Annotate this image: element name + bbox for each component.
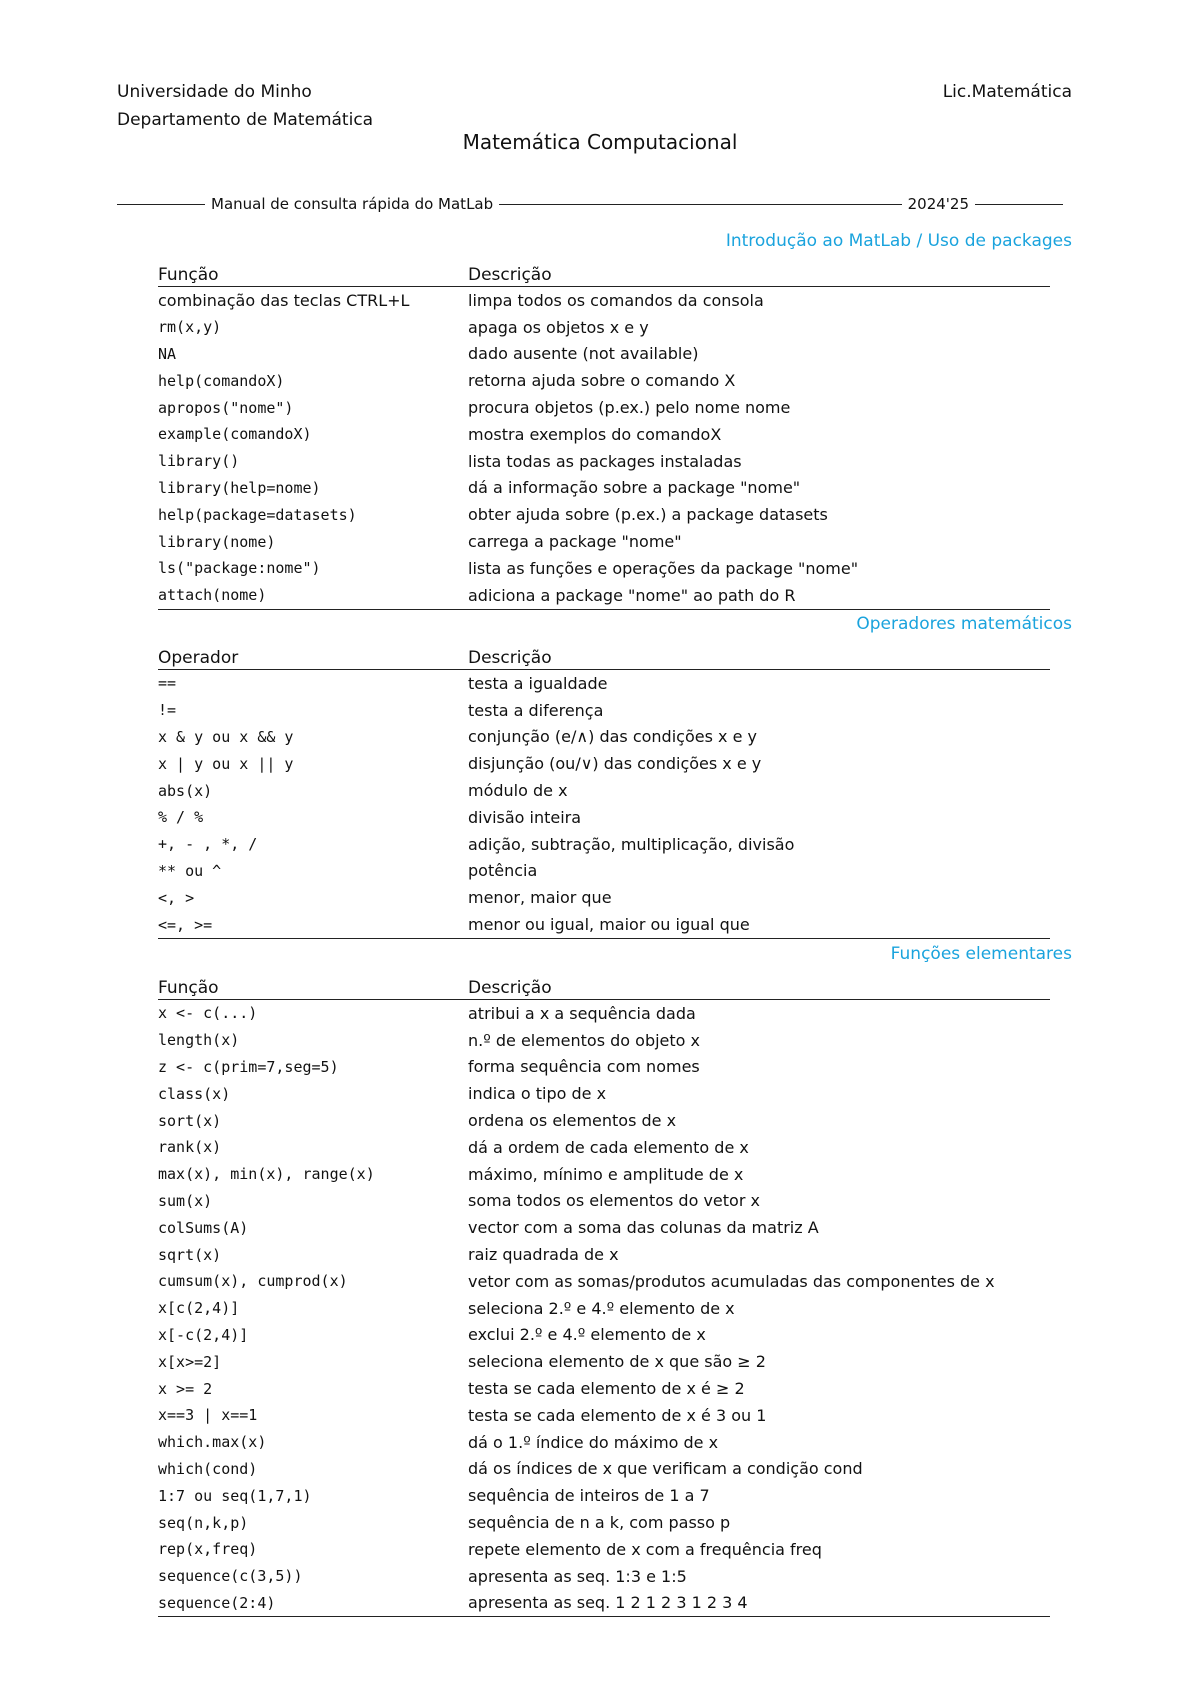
table-row (158, 1054, 1050, 1081)
command-cell: x & y ou x && y (158, 727, 294, 746)
description-cell: vetor com as somas/produtos acumuladas das componentes de x (468, 1271, 995, 1291)
description-cell: menor, maior que (468, 888, 612, 908)
section-title-elementary: Funções elementares (890, 944, 1072, 964)
command-cell: % / % (158, 808, 204, 827)
command-cell: help(comandoX) (158, 371, 285, 390)
description-cell: mostra exemplos do comandoX (468, 424, 722, 444)
description-cell: sequência de n a k, com passo p (468, 1513, 731, 1533)
command-cell: x[-c(2,4)] (158, 1325, 249, 1344)
rule-segment (499, 204, 901, 205)
description-cell: raiz quadrada de x (468, 1245, 619, 1265)
description-cell: dado ausente (not available) (468, 344, 699, 364)
command-cell: which(cond) (158, 1459, 258, 1478)
table-row (158, 1268, 1050, 1295)
command-cell: sequence(c(3,5)) (158, 1567, 303, 1586)
description-cell: soma todos os elementos do vetor x (468, 1191, 760, 1211)
command-cell: x[x>=2] (158, 1352, 222, 1371)
table-row (158, 1563, 1050, 1590)
command-cell: attach(nome) (158, 582, 468, 609)
table-header-row (158, 640, 1050, 670)
description-cell: testa a diferença (468, 700, 604, 720)
rule-segment (117, 204, 205, 205)
department-name: Departamento de Matemática (117, 110, 374, 130)
command-cell: x==3 | x==1 (158, 1406, 258, 1425)
table-row (158, 1107, 1050, 1134)
section-title-operators: Operadores matemáticos (856, 614, 1072, 634)
description-cell: testa se cada elemento de x é ≥ 2 (468, 1379, 745, 1399)
command-cell: library(nome) (158, 532, 276, 551)
command-cell: rank(x) (158, 1138, 222, 1157)
description-cell: apresenta as seq. 1:3 e 1:5 (468, 1566, 687, 1586)
description-cell: testa se cada elemento de x é 3 ou 1 (468, 1405, 767, 1425)
description-cell: vector com a soma das colunas da matriz A (468, 1218, 819, 1238)
description-cell: indica o tipo de x (468, 1084, 607, 1104)
command-cell: length(x) (158, 1031, 240, 1050)
table-row (158, 831, 1050, 858)
command-cell: example(comandoX) (158, 425, 312, 444)
command-cell: sqrt(x) (158, 1245, 222, 1264)
command-cell: x[c(2,4)] (158, 1299, 240, 1318)
table-elementary (158, 970, 1050, 1617)
section-title-intro: Introdução ao MatLab / Uso de packages (725, 231, 1072, 251)
command-cell: sum(x) (158, 1191, 213, 1210)
rule-segment (975, 204, 1063, 205)
description-cell: ordena os elementos de x (468, 1111, 677, 1131)
command-cell: class(x) (158, 1084, 231, 1103)
description-cell: módulo de x (468, 781, 568, 801)
column-header: Descrição (468, 640, 1050, 670)
table-row (158, 1295, 1050, 1322)
table-body (158, 670, 1050, 939)
description-cell: obter ajuda sobre (p.ex.) a package datasets (468, 505, 828, 525)
command-cell: apropos("nome") (158, 398, 294, 417)
command-cell: NA (158, 344, 177, 363)
command-cell: sort(x) (158, 1111, 222, 1130)
command-cell: x | y ou x || y (158, 754, 294, 773)
description-cell: dá os índices de x que verificam a condição cond (468, 1459, 863, 1479)
column-header: Operador (158, 640, 468, 670)
table-row (158, 777, 1050, 804)
table-operators (158, 640, 1050, 939)
command-cell: x <- c(...) (158, 1004, 258, 1023)
description-cell: dá a informação sobre a package "nome" (468, 478, 801, 498)
description-cell: lista todas as packages instaladas (468, 451, 742, 471)
column-header: Descrição (468, 257, 1050, 287)
table-row (158, 1429, 1050, 1456)
program-name: Lic.Matemática (942, 82, 1072, 102)
table-row (158, 367, 1050, 394)
table-row (158, 394, 1050, 421)
table-row (158, 1590, 1050, 1617)
table-row (158, 528, 1050, 555)
table-row (158, 501, 1050, 528)
table-row (158, 911, 1050, 938)
table-row (158, 1080, 1050, 1107)
table-row (158, 1456, 1050, 1483)
table-row (158, 1214, 1050, 1241)
table-row (158, 1241, 1050, 1268)
command-cell: max(x), min(x), range(x) (158, 1165, 375, 1184)
description-cell: exclui 2.º e 4.º elemento de x (468, 1325, 706, 1345)
description-cell: potência (468, 861, 538, 881)
table-row (158, 1161, 1050, 1188)
command-cell: 1:7 ou seq(1,7,1) (158, 1486, 312, 1505)
table-row (158, 341, 1050, 368)
table-row (158, 750, 1050, 777)
command-cell: which.max(x) (158, 1433, 267, 1452)
table-row (158, 884, 1050, 911)
description-cell: adição, subtração, multiplicação, divisão (468, 834, 795, 854)
description-cell: n.º de elementos do objeto x (468, 1030, 701, 1050)
table-row (158, 555, 1050, 582)
academic-year: 2024'25 (907, 195, 969, 213)
table-row (158, 1375, 1050, 1402)
table-row (158, 582, 1050, 609)
table-row (158, 804, 1050, 831)
table-body (158, 1000, 1050, 1617)
command-cell: library(help=nome) (158, 478, 321, 497)
description-cell: carrega a package "nome" (468, 532, 682, 552)
description-cell: dá o 1.º índice do máximo de x (468, 1432, 719, 1452)
command-cell: rep(x,freq) (158, 1540, 258, 1559)
command-cell: cumsum(x), cumprod(x) (158, 1272, 348, 1291)
table-row (158, 314, 1050, 341)
command-cell: x >= 2 (158, 1379, 213, 1398)
description-cell: retorna ajuda sobre o comando X (468, 371, 736, 391)
description-cell: seleciona elemento de x que são ≥ 2 (468, 1352, 766, 1372)
command-cell: library() (158, 452, 240, 471)
command-cell: abs(x) (158, 781, 213, 800)
description-cell: conjunção (e/∧) das condições x e y (468, 727, 757, 747)
description-cell: sequência de inteiros de 1 a 7 (468, 1486, 710, 1506)
table-row (158, 421, 1050, 448)
table-row (158, 670, 1050, 697)
command-cell: help(package=datasets) (158, 505, 357, 524)
command-cell: +, - , *, / (158, 835, 258, 854)
command-cell: <=, >= (158, 911, 468, 938)
table-row (158, 1348, 1050, 1375)
table-row (158, 448, 1050, 475)
command-cell: colSums(A) (158, 1218, 249, 1237)
command-cell: != (158, 701, 177, 720)
table-row (158, 858, 1050, 885)
table-intro (158, 257, 1050, 610)
course-title: Matemática Computacional (462, 130, 738, 154)
column-header: Descrição (468, 970, 1050, 1000)
table-row (158, 1509, 1050, 1536)
command-cell: <, > (158, 888, 195, 907)
table-row (158, 1322, 1050, 1349)
table-header-row (158, 970, 1050, 1000)
description-cell: repete elemento de x com a frequência freq (468, 1539, 822, 1559)
command-cell: ** ou ^ (158, 861, 222, 880)
description-cell: apaga os objetos x e y (468, 317, 649, 337)
description-cell: limpa todos os comandos da consola (468, 290, 764, 310)
table-row (158, 475, 1050, 502)
table-row (158, 1482, 1050, 1509)
table-row (158, 697, 1050, 724)
description-cell: seleciona 2.º e 4.º elemento de x (468, 1298, 735, 1318)
description-cell: máximo, mínimo e amplitude de x (468, 1164, 744, 1184)
manual-rule (117, 192, 1063, 216)
column-header: Função (158, 257, 468, 287)
description-cell: menor ou igual, maior ou igual que (468, 911, 1050, 938)
command-cell: ls("package:nome") (158, 559, 321, 578)
description-cell: apresenta as seq. 1 2 1 2 3 1 2 3 4 (468, 1590, 1050, 1617)
manual-title: Manual de consulta rápida do MatLab (211, 195, 494, 213)
description-cell: divisão inteira (468, 807, 582, 827)
table-body (158, 287, 1050, 610)
command-cell: sequence(2:4) (158, 1590, 468, 1617)
command-cell: seq(n,k,p) (158, 1513, 249, 1532)
description-cell: adiciona a package "nome" ao path do R (468, 582, 1050, 609)
description-cell: forma sequência com nomes (468, 1057, 700, 1077)
command-cell: rm(x,y) (158, 318, 222, 337)
university-name: Universidade do Minho (117, 82, 312, 102)
description-cell: procura objetos (p.ex.) pelo nome nome (468, 398, 791, 418)
description-cell: disjunção (ou/∨) das condições x e y (468, 754, 762, 774)
table-row (158, 1134, 1050, 1161)
header-left (117, 78, 373, 134)
table-row (158, 287, 1050, 314)
table-row (158, 1000, 1050, 1027)
table-row (158, 1536, 1050, 1563)
description-cell: testa a igualdade (468, 673, 608, 693)
table-row (158, 724, 1050, 751)
table-row (158, 1027, 1050, 1054)
command-cell: == (158, 674, 177, 693)
description-cell: lista as funções e operações da package "nome" (468, 558, 859, 578)
table-header-row (158, 257, 1050, 287)
table-row (158, 1188, 1050, 1215)
table-row (158, 1402, 1050, 1429)
command-cell: combinação das teclas CTRL+L (158, 290, 410, 310)
column-header: Função (158, 970, 468, 1000)
description-cell: atribui a x a sequência dada (468, 1003, 696, 1023)
description-cell: dá a ordem de cada elemento de x (468, 1137, 749, 1157)
command-cell: z <- c(prim=7,seg=5) (158, 1057, 339, 1076)
